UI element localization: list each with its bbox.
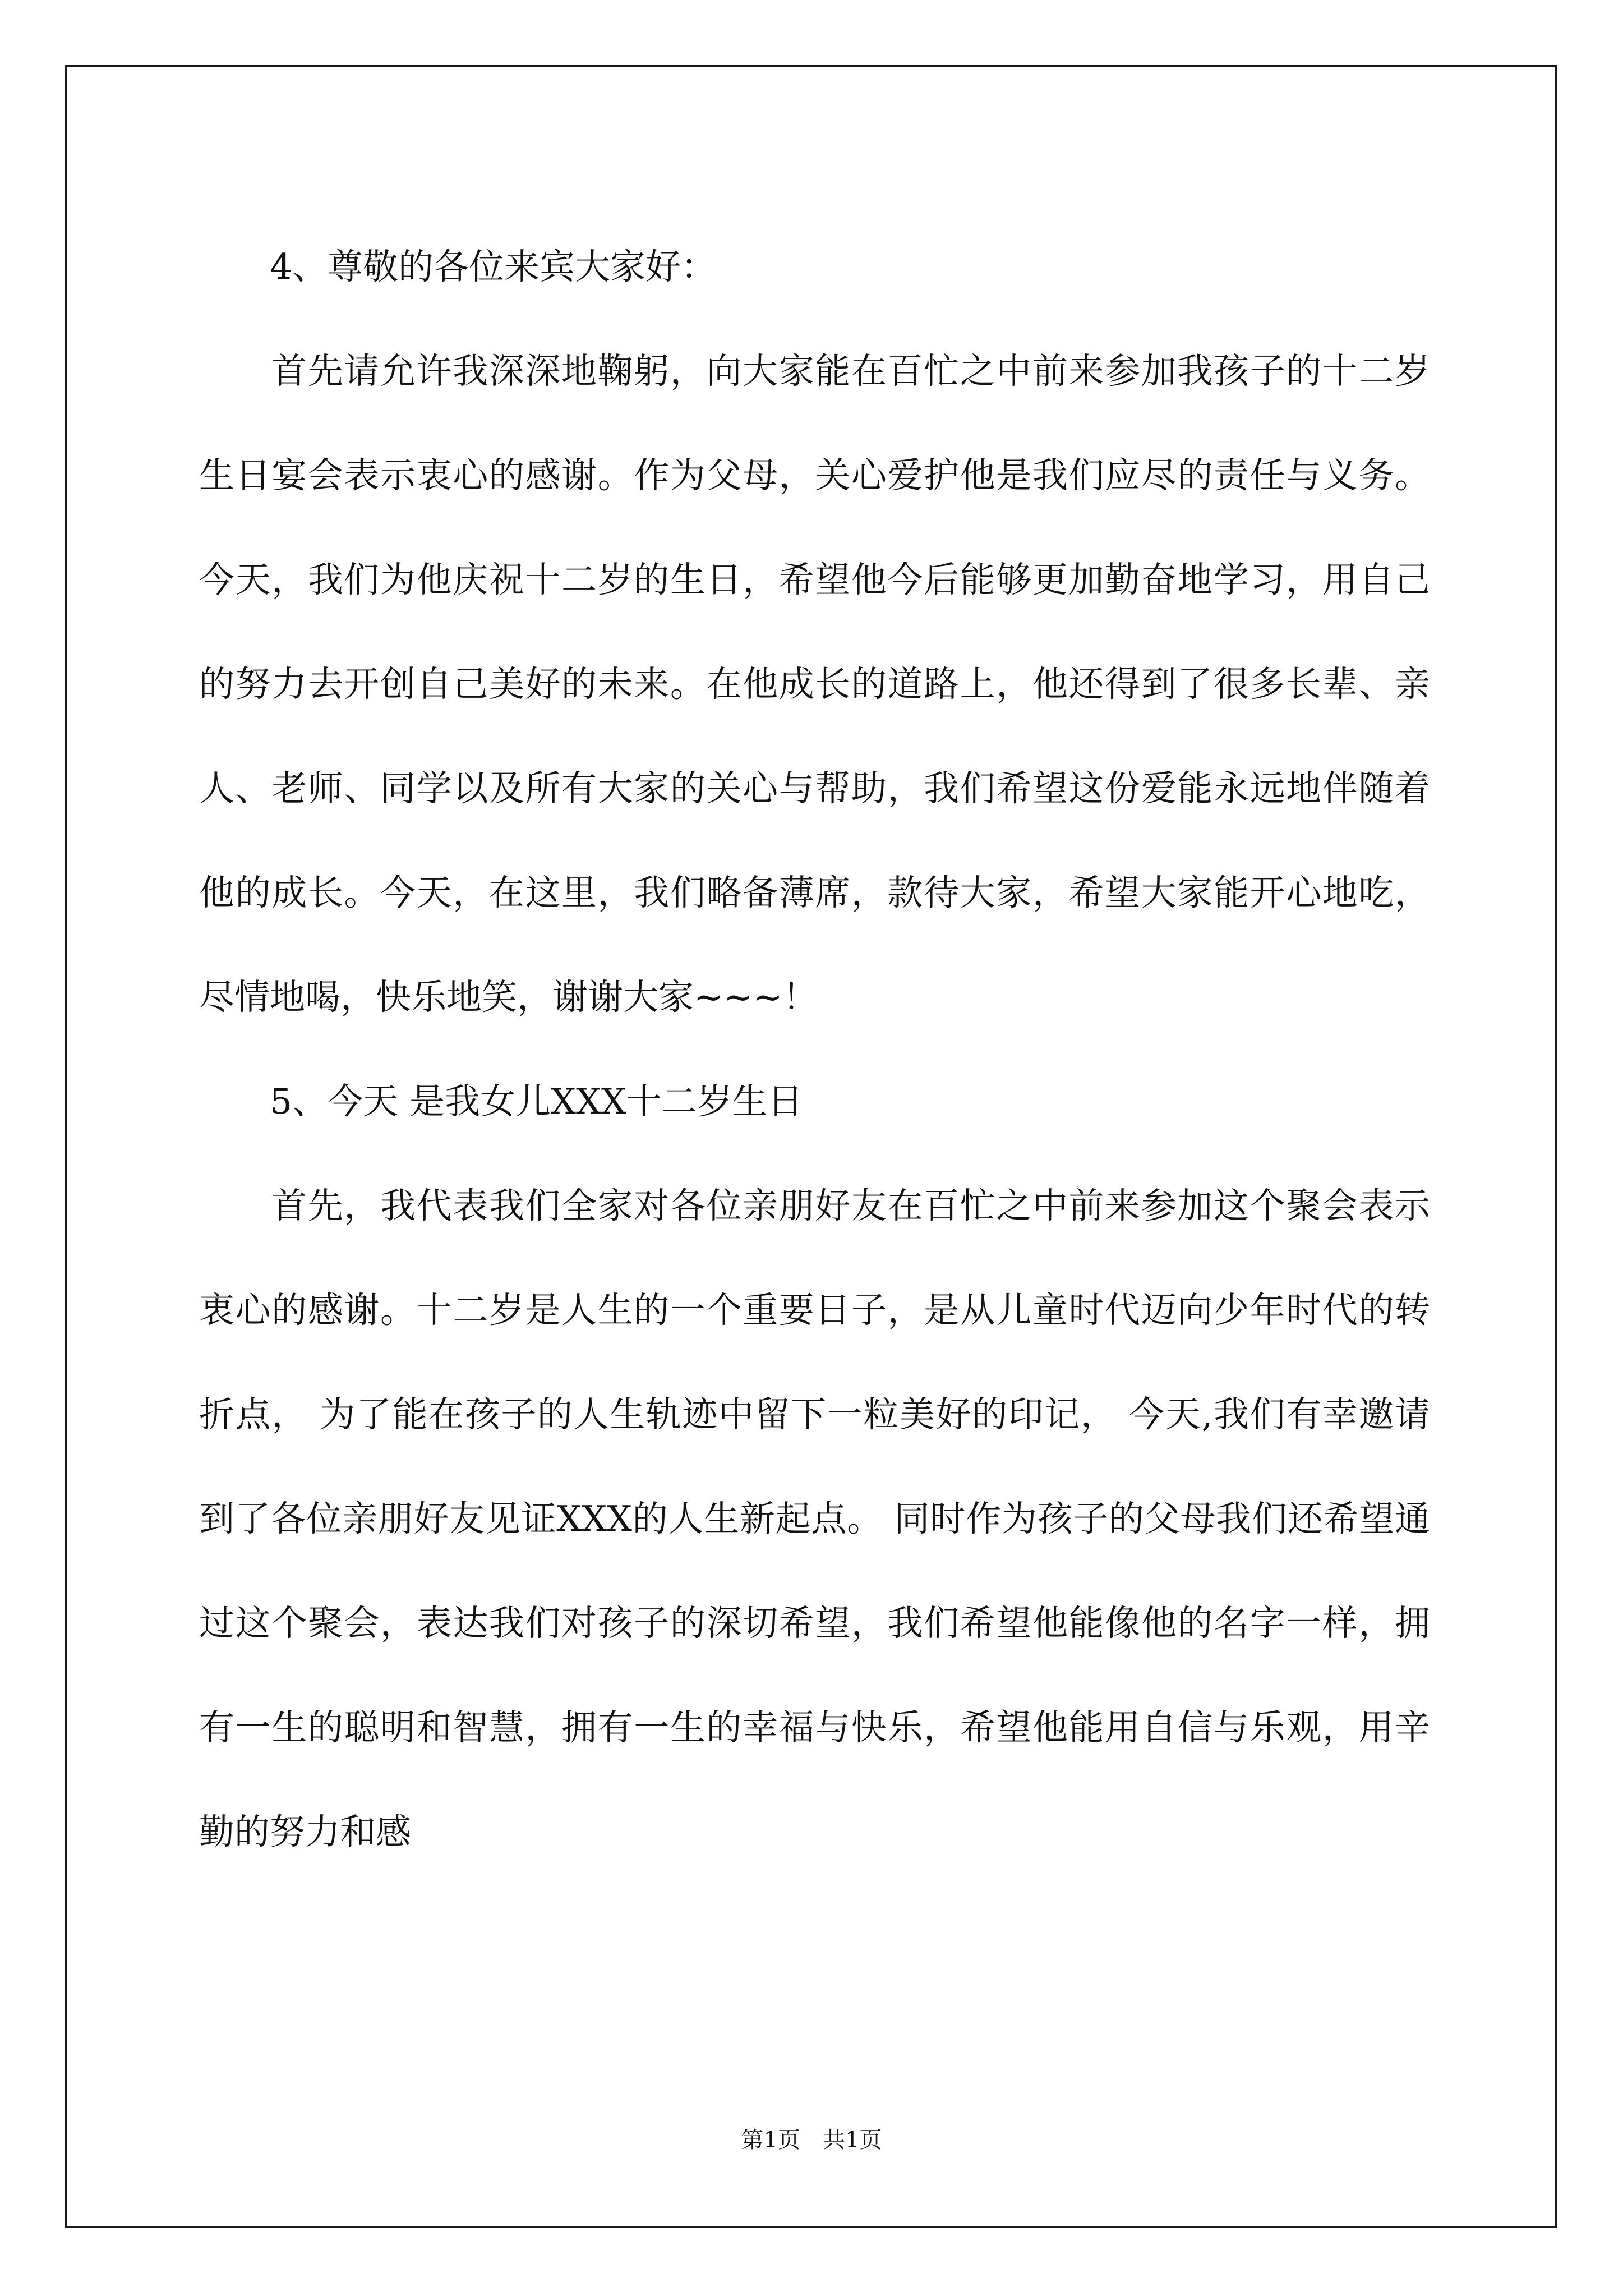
page-footer <box>0 2126 1623 2154</box>
paragraph-body-4: 首先请允许我深深地鞠躬，向大家能在百忙之中前来参加我孩子的十二岁生日宴会表示衷心的感谢。作为父母，关心爱护他是我们应尽的责任与义务。今天，我们为他庆祝十二岁的生日，希望他今后能够更加勤奋地学习，用自己的努力去开创自己美好的未来。在他成长的道路上，他还得到了很多长辈、亲人、老师、同学以及所有大家的关心与帮助，我们希望这份爱能永远地伴随着他的成长。今天，在这里，我们略备薄席，款待大家，希望大家能开心地吃，尽情地喝，快乐地笑，谢谢大家~~~！ <box>199 351 1430 1018</box>
page-total: 共1页 <box>823 2127 882 2153</box>
paragraph-heading-5: 5、今天 是我女儿XXX十二岁生日 <box>199 1081 803 1122</box>
document-body <box>199 215 1430 1884</box>
paragraph-body-5: 首先，我代表我们全家对各位亲朋好友在百忙之中前来参加这个聚会表示衷心的感谢。十二岁是人生的一个重要日子，是从儿童时代迈向少年时代的转折点， 为了能在孩子的人生轨迹中留下一粒美好的印记， 今天,我们有幸邀请到了各位亲朋好友见证XXX的人生新起点。 同时作为孩子的父母我们还希望通过这个聚会，表达我们对孩子的深切希望，我们希望他能像他的名字一样，拥有一生的聪明和智慧，拥有一生的幸福与快乐，希望他能用自信与乐观，用辛勤的努力和感 <box>199 1185 1430 1852</box>
page-number: 第1页 <box>741 2127 800 2153</box>
paragraph-heading-4: 4、尊敬的各位来宾大家好： <box>199 246 717 287</box>
